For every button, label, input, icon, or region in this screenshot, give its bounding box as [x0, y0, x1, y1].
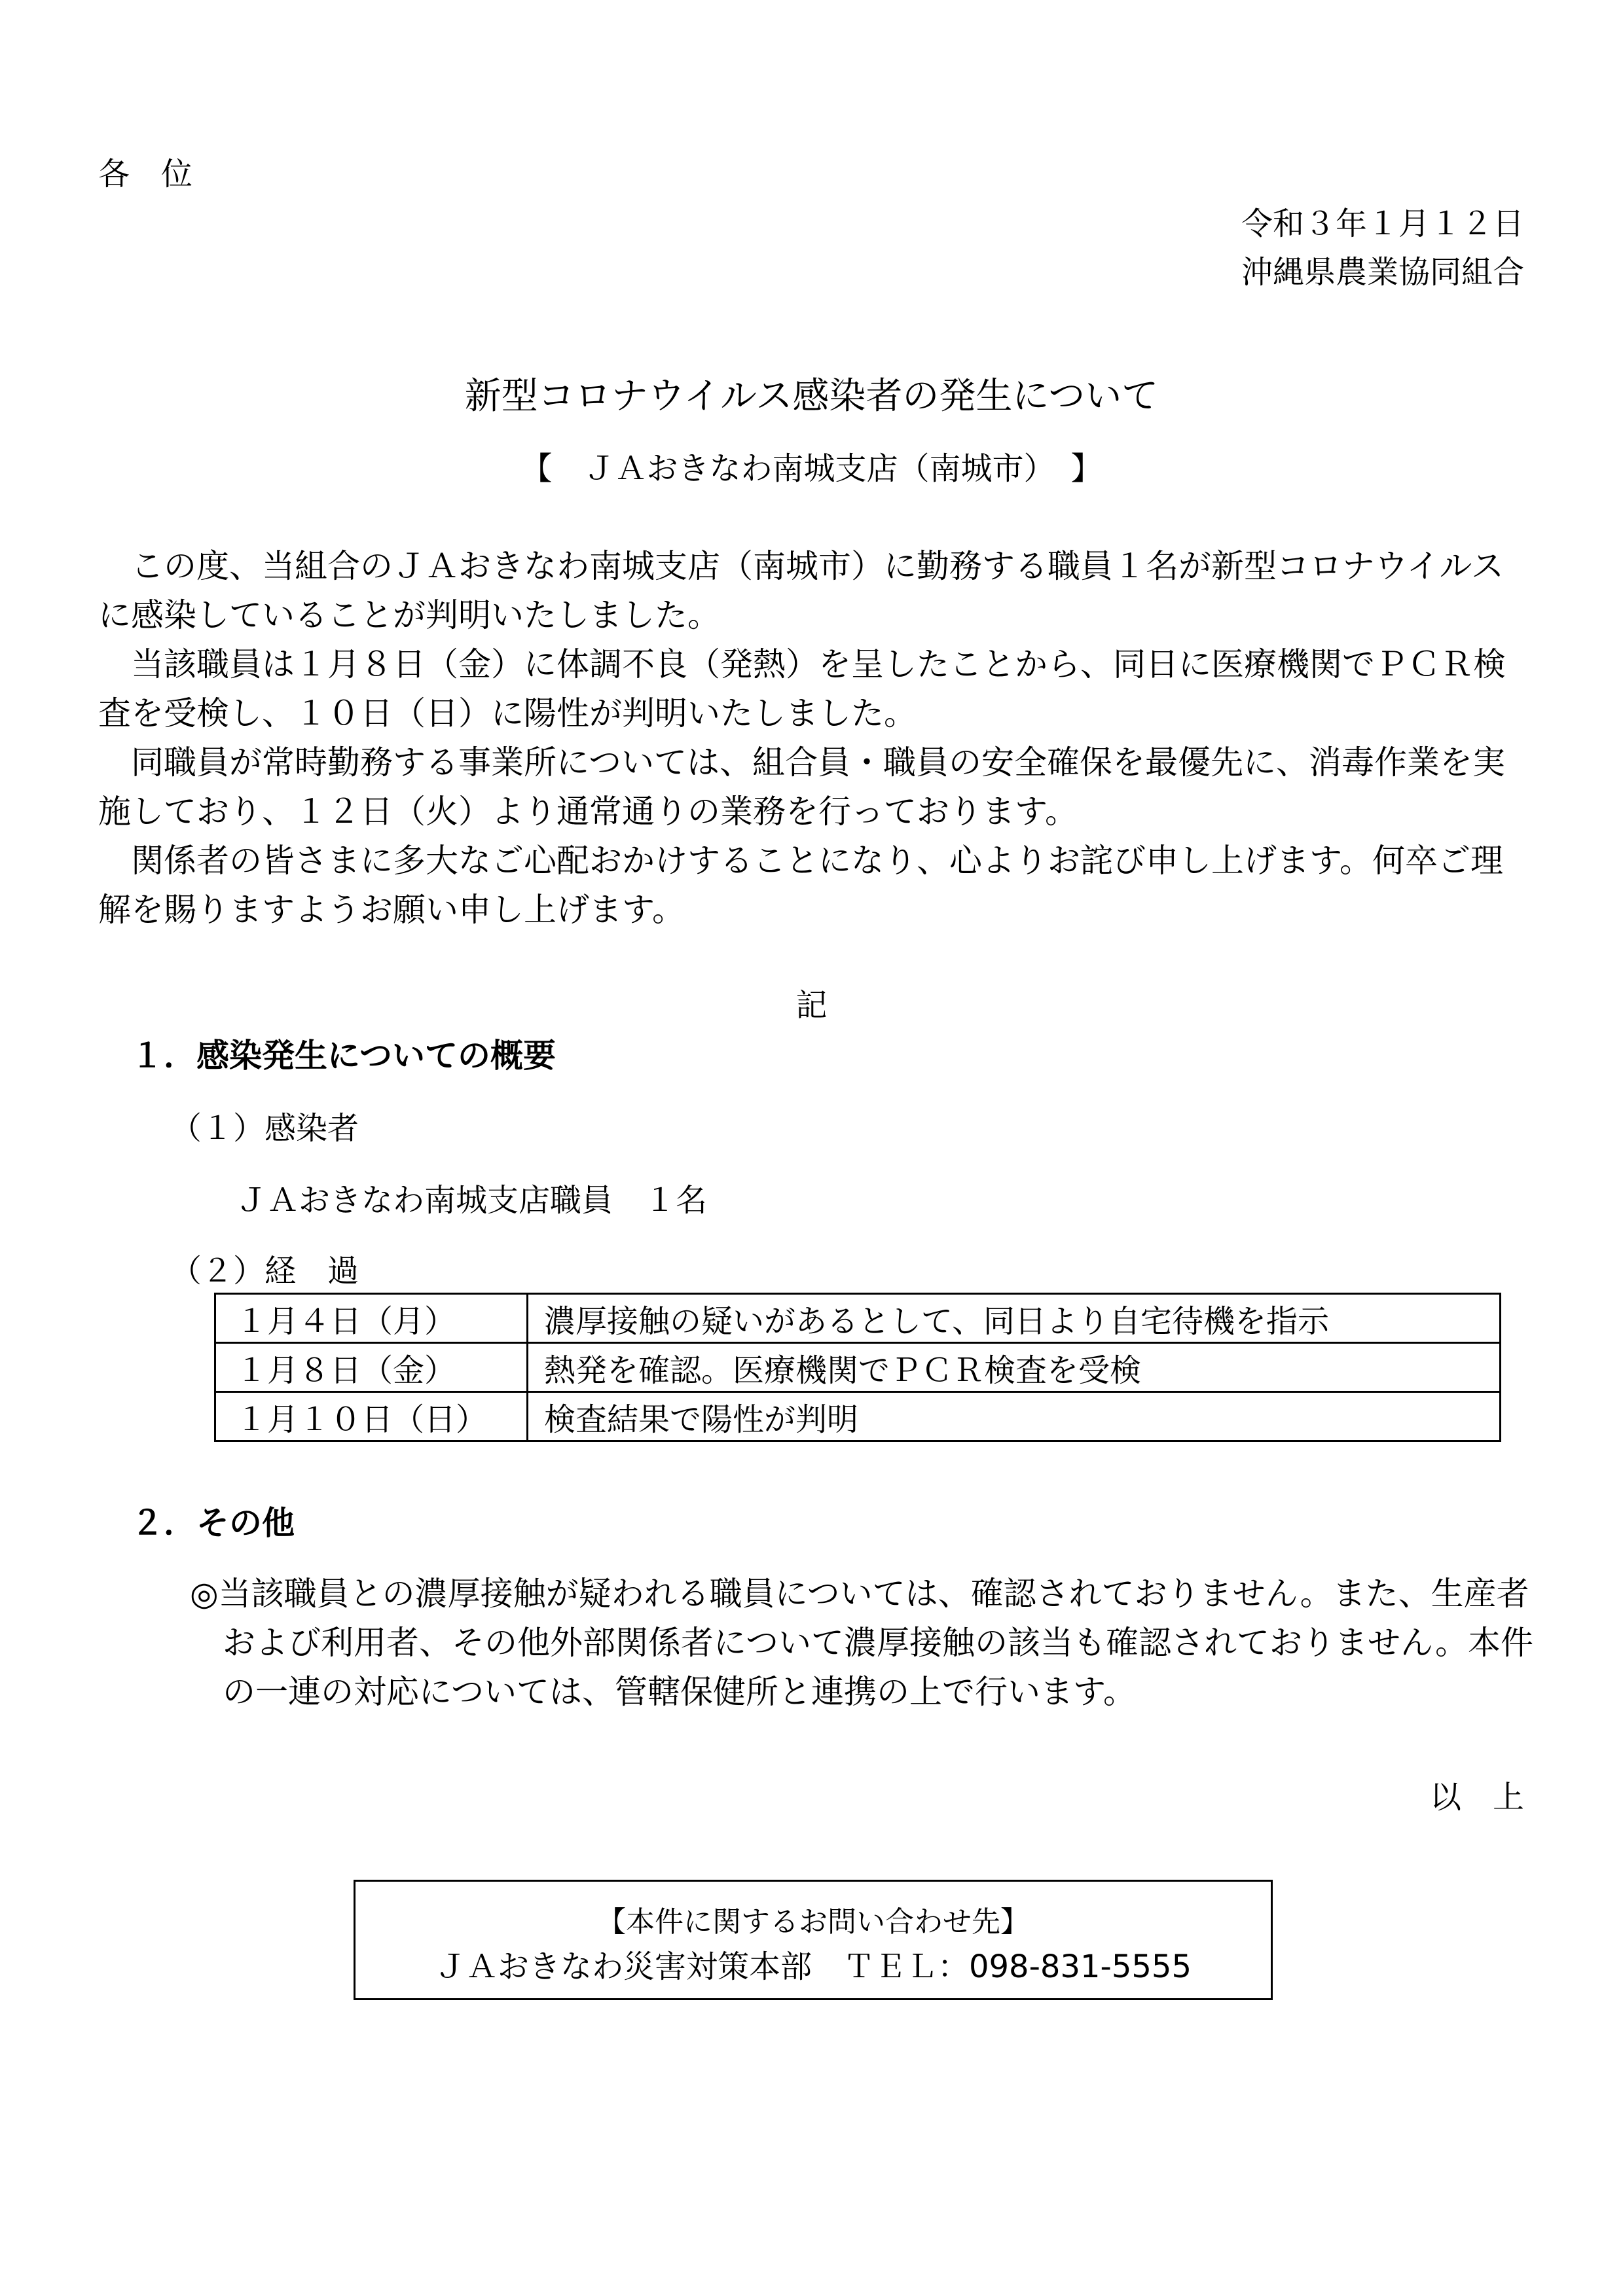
infected-label: （１）感染者 — [170, 1110, 359, 1147]
timeline-date: １月１０日（日） — [215, 1392, 528, 1441]
timeline-event: 熱発を確認。医療機関でＰＣＲ検査を受検 — [528, 1343, 1501, 1392]
table-row — [215, 1392, 1501, 1441]
addressee: 各 位 — [98, 156, 193, 192]
contact-label: 【本件に関するお問い合わせ先】 — [597, 1905, 1029, 1939]
timeline-event: 濃厚接触の疑いがあるとして、同日より自宅待機を指示 — [528, 1294, 1501, 1343]
closing-mark: 以 上 — [1429, 1779, 1524, 1816]
contact-line: ＪＡおきなわ災害対策本部 ＴＥＬ：098-831-5555 — [434, 1948, 1192, 1985]
body-paragraph: 同職員が常時勤務する事業所については、組合員・職員の安全確保を最優先に、消毒作業を実施しており、１２日（火）より通常通りの業務を行っております。 — [98, 744, 1505, 831]
contact-box — [354, 1880, 1273, 2000]
body-paragraph: 当該職員は１月８日（金）に体調不良（発熱）を呈したことから、同日に医療機関でＰＣＲ検査を受検し、１０日（日）に陽性が判明いたしました。 — [98, 645, 1506, 732]
timeline-date: １月８日（金） — [215, 1343, 528, 1392]
section2-heading: ２．その他 — [131, 1504, 295, 1542]
timeline-label: （２）経 過 — [170, 1253, 359, 1289]
section2-text: ◎当該職員との濃厚接触が疑われる職員については、確認されておりません。また、生産者および利用者、その他外部関係者について濃厚接触の該当も確認されておりません。本件の一連の対応については、管轄保健所と連携の上で行います。 — [190, 1575, 1533, 1711]
table-row — [215, 1343, 1501, 1392]
body-paragraph: 関係者の皆さまに多大なご心配おかけすることになり、心よりお詫び申し上げます。何卒ご理解を賜りますようお願い申し上げます。 — [98, 842, 1503, 929]
body-paragraph: この度、当組合のＪＡおきなわ南城支店（南城市）に勤務する職員１名が新型コロナウイルスに感染していることが判明いたしました。 — [98, 547, 1504, 634]
document-title: 新型コロナウイルス感染者の発生について — [464, 375, 1159, 418]
issuer-name: 沖縄県農業協同組合 — [1241, 254, 1524, 291]
document-subtitle: 【 ＪＡおきなわ南城支店（南城市） 】 — [520, 450, 1103, 487]
table-row — [215, 1294, 1501, 1343]
issue-date: 令和３年１月１２日 — [1241, 206, 1524, 242]
timeline-date: １月４日（月） — [215, 1294, 528, 1343]
ki-label: 記 — [795, 987, 828, 1024]
infected-value: ＪＡおきなわ南城支店職員 １名 — [236, 1182, 708, 1219]
timeline-event: 検査結果で陽性が判明 — [528, 1392, 1501, 1441]
timeline-table — [214, 1293, 1501, 1442]
section1-heading: １．感染発生についての概要 — [131, 1037, 556, 1075]
